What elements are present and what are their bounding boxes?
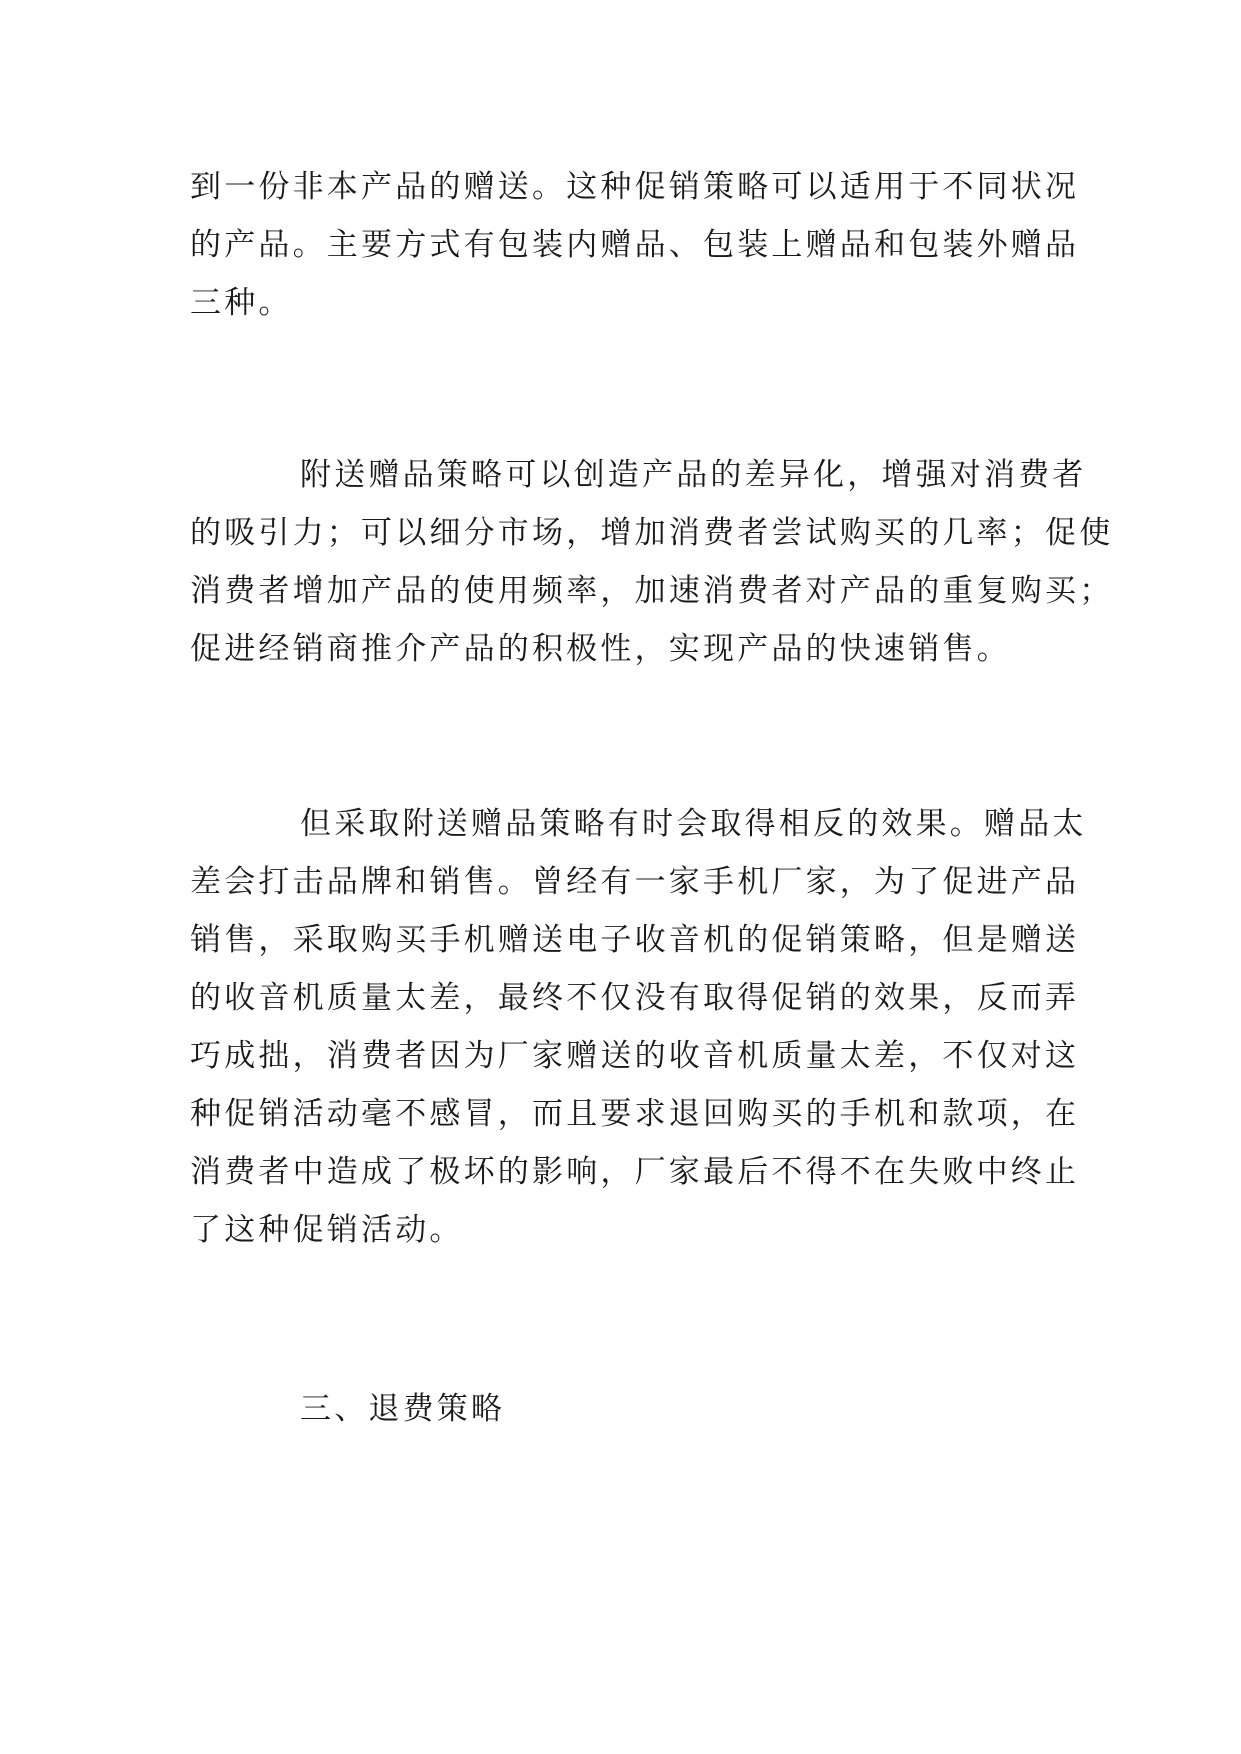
text-line: 差会打击品牌和销售。曾经有一家手机厂家，为了促进产品 <box>190 864 1080 900</box>
text-line: 但采取附送赠品策略有时会取得相反的效果。赠品太 <box>300 806 1087 842</box>
text-line: 销售，采取购买手机赠送电子收音机的促销策略，但是赠送 <box>190 922 1080 958</box>
text-line: 巧成拙，消费者因为厂家赠送的收音机质量太差，不仅对这 <box>190 1038 1080 1074</box>
section-heading: 三、退费策略 <box>300 1391 506 1427</box>
paragraph-gift-benefits <box>190 446 1114 678</box>
text-line: 附送赠品策略可以创造产品的差异化，增强对消费者 <box>300 457 1087 493</box>
paragraph-gift-risks <box>190 795 1087 1259</box>
text-line: 促进经销商推介产品的积极性，实现产品的快速销售。 <box>190 631 1011 667</box>
text-line: 消费者增加产品的使用频率，加速消费者对产品的重复购买； <box>190 573 1114 609</box>
text-line: 消费者中造成了极坏的影响，厂家最后不得不在失败中终止 <box>190 1154 1080 1190</box>
text-line: 的吸引力；可以细分市场，增加消费者尝试购买的几率；促使 <box>190 515 1114 551</box>
text-line: 的收音机质量太差，最终不仅没有取得促销的效果，反而弄 <box>190 980 1080 1016</box>
text-line: 到一份非本产品的赠送。这种促销策略可以适用于不同状况 <box>190 169 1080 205</box>
paragraph-gift-types <box>190 158 1080 332</box>
text-line: 三种。 <box>190 285 293 321</box>
text-line: 的产品。主要方式有包装内赠品、包装上赠品和包装外赠品 <box>190 227 1080 263</box>
text-line: 种促销活动毫不感冒，而且要求退回购买的手机和款项，在 <box>190 1096 1080 1132</box>
text-line: 了这种促销活动。 <box>190 1212 464 1248</box>
